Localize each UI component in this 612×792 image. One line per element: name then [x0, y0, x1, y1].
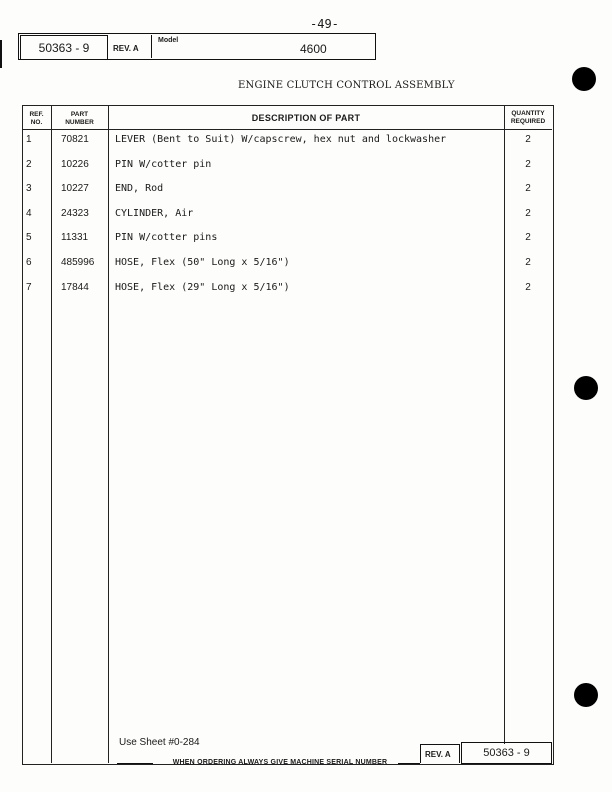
table-header-divider [22, 129, 552, 130]
header-ref-no [22, 111, 51, 127]
order-note: WHEN ORDERING ALWAYS GIVE MACHINE SERIAL NUMBER [172, 759, 388, 766]
description-cell: CYLINDER, Air [115, 207, 194, 219]
part-number-cell: 70821 [61, 134, 89, 145]
margin-mark [0, 40, 2, 68]
header-part-number [51, 111, 108, 127]
table-row [22, 282, 552, 307]
model-value: 4600 [300, 42, 327, 56]
quantity-cell: 2 [525, 207, 531, 219]
part-number-cell: 10226 [61, 158, 89, 170]
quantity-cell: 2 [525, 281, 531, 293]
model-label: Model [158, 37, 179, 44]
drawing-number: 50363 - 9 [20, 35, 108, 60]
ref-cell: 1 [26, 134, 32, 145]
ref-cell: 7 [26, 281, 32, 293]
quantity-cell: 2 [525, 134, 531, 145]
binder-hole-icon [572, 67, 596, 91]
table-row [22, 232, 552, 257]
header-quantity [504, 110, 552, 126]
header-description: DESCRIPTION OF PART [251, 113, 361, 123]
binder-hole-icon [574, 683, 598, 707]
quantity-cell: 2 [525, 158, 531, 170]
table-row [22, 159, 552, 184]
table-row [22, 257, 552, 282]
description-cell: END, Rod [115, 183, 164, 195]
table-body [22, 134, 552, 306]
page-number: -49- [310, 17, 339, 31]
table-row [22, 183, 552, 208]
header-ref-line2: NO. [30, 119, 43, 126]
revision-label-bottom: REV. A [420, 744, 460, 763]
quantity-cell: 2 [525, 256, 531, 268]
part-number-cell: 10227 [61, 183, 89, 195]
drawing-number-bottom: 50363 - 9 [461, 742, 552, 764]
footer-rule [398, 763, 420, 764]
ref-cell: 6 [26, 256, 32, 268]
table-row [22, 208, 552, 233]
ref-cell: 2 [26, 158, 32, 170]
header-part-line1: PART [70, 111, 89, 118]
header-part-line2: NUMBER [65, 119, 94, 126]
header-qty-line2: REQUIRED [510, 118, 546, 125]
description-cell: PIN W/cotter pin [115, 158, 212, 170]
description-cell: PIN W/cotter pins [115, 232, 218, 244]
ref-cell: 4 [26, 207, 32, 219]
binder-hole-icon [574, 376, 598, 400]
description-cell: LEVER (Bent to Suit) W/capscrew, hex nut and lockwasher [115, 134, 447, 145]
description-cell: HOSE, Flex (29" Long x 5/16") [115, 281, 290, 293]
quantity-cell: 2 [525, 232, 531, 244]
description-cell: HOSE, Flex (50" Long x 5/16") [115, 256, 290, 268]
part-number-cell: 11331 [61, 232, 89, 244]
ref-cell: 5 [26, 232, 32, 244]
ref-cell: 3 [26, 183, 32, 195]
quantity-cell: 2 [525, 183, 531, 195]
table-row [22, 134, 552, 159]
part-number-cell: 24323 [61, 207, 89, 219]
part-number-cell: 17844 [61, 281, 89, 293]
page-title: ENGINE CLUTCH CONTROL ASSEMBLY [238, 80, 455, 91]
header-ref-line1: REF. [29, 111, 44, 118]
header-divider [151, 35, 152, 58]
use-sheet-note: Use Sheet #0-284 [119, 737, 200, 748]
header-qty-line1: QUANTITY [511, 110, 545, 117]
part-number-cell: 485996 [61, 256, 95, 268]
revision-label: REV. A [113, 44, 139, 53]
